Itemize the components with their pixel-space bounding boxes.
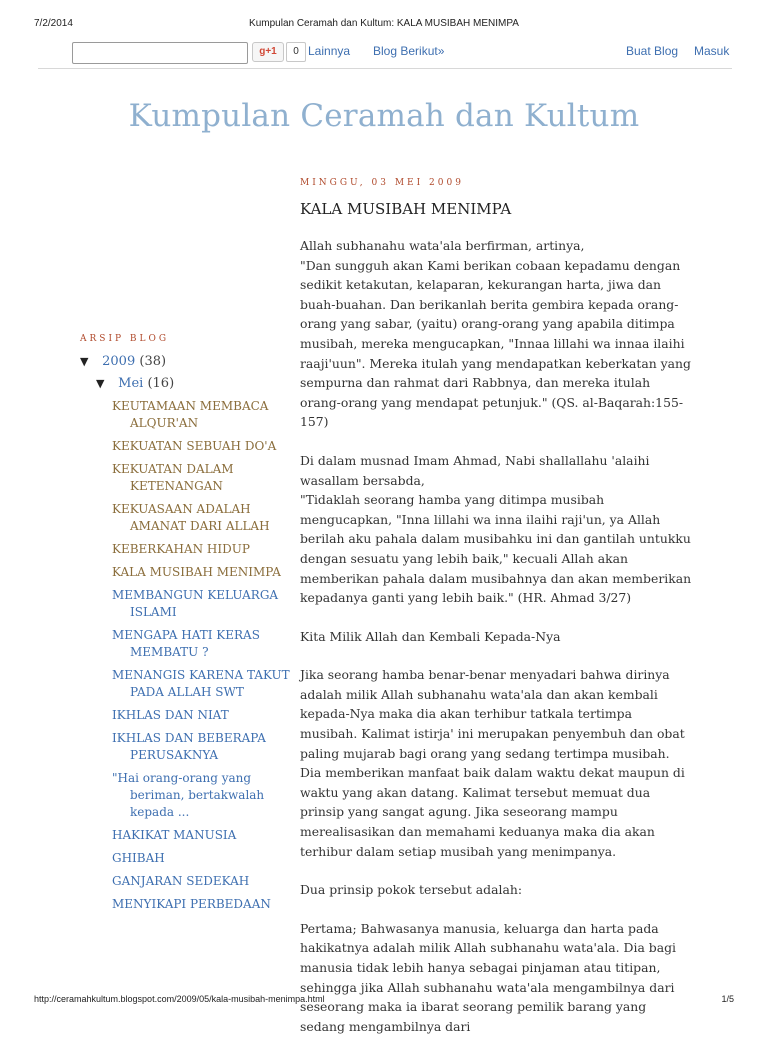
archive-post-link[interactable]: MENANGIS KARENA TAKUT PADA ALLAH SWT bbox=[112, 668, 290, 699]
archive-post-link-current[interactable]: KALA MUSIBAH MENIMPA bbox=[112, 565, 281, 579]
print-page-number: 1/5 bbox=[721, 994, 734, 1004]
print-date: 7/2/2014 bbox=[34, 18, 73, 29]
google-plus-one-button[interactable]: g+1 bbox=[252, 42, 284, 62]
archive-post-link[interactable]: "Hai orang-orang yang beriman, bertakwalah kepada ... bbox=[112, 771, 265, 819]
archive-post-link[interactable]: IKHLAS DAN BEBERAPA PERUSAKNYA bbox=[112, 731, 266, 762]
next-blog-link[interactable]: Blog Berikut» bbox=[373, 44, 445, 58]
year-toggle-icon[interactable]: ▼ bbox=[80, 355, 89, 368]
archive-month-count: (16) bbox=[147, 376, 175, 391]
print-url: http://ceramahkultum.blogspot.com/2009/05/kala-musibah-menimpa.html bbox=[34, 994, 325, 1004]
archive-post-link[interactable]: GHIBAH bbox=[112, 851, 165, 865]
archive-year-row bbox=[80, 354, 280, 376]
print-header bbox=[0, 18, 768, 32]
print-page-title: Kumpulan Ceramah dan Kultum: KALA MUSIBAH MENIMPA bbox=[249, 18, 519, 29]
google-plus-one-count: 0 bbox=[286, 42, 306, 62]
archive-post-link[interactable]: IKHLAS DAN NIAT bbox=[112, 708, 229, 722]
post-title[interactable]: KALA MUSIBAH MENIMPA bbox=[300, 200, 512, 218]
post-paragraph: Kita Milik Allah dan Kembali Kepada-Nya bbox=[300, 628, 561, 644]
archive-post-link[interactable]: MEMBANGUN KELUARGA ISLAMI bbox=[112, 588, 279, 619]
post-paragraph: Allah subhanahu wata'ala berfirman, artinya, "Dan sungguh akan Kami berikan cobaan kepadamu dengan sedikit ketakutan, kelaparan, kekurangan harta, jiwa dan buah-buahan. Dan berikanlah berita gembira kepada orang-orang yang sabar, (yaitu) orang-orang yang apabila ditimpa musibah, mereka mengucapkan, "Innaa lillahi wa innaa ilaihi raaji'uun". Mereka itulah yang mendapatkan keberkatan yang sempurna dan rahmat dari Rabbnya, dan mereka itulah orang-orang yang mendapat petunjuk." (QS. al-Baqarah:155-157) bbox=[300, 238, 691, 430]
create-blog-link[interactable]: Buat Blog bbox=[626, 44, 679, 58]
post-column bbox=[300, 178, 692, 1055]
archive-year-count: (38) bbox=[139, 354, 167, 369]
archive-post-link[interactable]: KEKUASAAN ADALAH AMANAT DARI ALLAH bbox=[112, 502, 270, 533]
archive-post-link[interactable]: MENGAPA HATI KERAS MEMBATU ? bbox=[112, 628, 260, 659]
blogger-navbar bbox=[38, 38, 732, 69]
more-link[interactable]: Lainnya bbox=[308, 44, 351, 58]
archive-post-link[interactable]: KEUTAMAAN MEMBACA ALQUR'AN bbox=[112, 399, 269, 430]
blog-archive-sidebar bbox=[80, 334, 290, 919]
post-body bbox=[300, 236, 692, 1036]
post-paragraph: Pertama; Bahwasanya manusia, keluarga dan harta pada hakikatnya adalah milik Allah subhanahu wata'ala. Dia bagi manusia tidak lebih hanya sebagai pinjaman atau titipan, sehingga jika Allah subhanahu wata'ala mengambilnya dari seseorang maka ia ibarat seorang pemilik barang yang sedang mengambilnya dari bbox=[300, 920, 676, 1034]
post-paragraph: Di dalam musnad Imam Ahmad, Nabi shallallahu 'alaihi wasallam bersabda, "Tidaklah seorang hamba yang ditimpa musibah mengucapkan, "Inna lillahi wa inna ilaihi raji'un, ya Allah berilah aku pahala dalam musibahku ini dan gantilah untukku dengan sesuatu yang lebih baik," kecuali Allah akan memberikan pahala dalam musibahnya dan akan memberikan kepadanya ganti yang lebih baik." (HR. Ahmad 3/27) bbox=[300, 452, 692, 606]
archive-post-link[interactable]: MENYIKAPI PERBEDAAN bbox=[112, 897, 271, 911]
search-input[interactable] bbox=[72, 42, 248, 64]
month-toggle-icon[interactable]: ▼ bbox=[96, 377, 105, 390]
archive-post-link[interactable]: GANJARAN SEDEKAH bbox=[112, 874, 250, 888]
archive-post-link[interactable]: HAKIKAT MANUSIA bbox=[112, 828, 237, 842]
archive-year-link[interactable]: 2009 bbox=[102, 354, 136, 369]
archive-title: ARSIP BLOG bbox=[80, 334, 170, 344]
archive-month-row bbox=[96, 376, 280, 398]
sign-in-link[interactable]: Masuk bbox=[694, 44, 730, 58]
archive-month-link[interactable]: Mei bbox=[118, 376, 144, 391]
archive-post-link[interactable]: KEKUATAN SEBUAH DO'A bbox=[112, 439, 277, 453]
archive-post-list bbox=[80, 398, 290, 913]
archive-post-link[interactable]: KEKUATAN DALAM KETENANGAN bbox=[112, 462, 234, 493]
blog-title[interactable]: Kumpulan Ceramah dan Kultum bbox=[128, 98, 640, 134]
post-date-header: MINGGU, 03 MEI 2009 bbox=[300, 178, 464, 188]
post-paragraph: Dua prinsip pokok tersebut adalah: bbox=[300, 882, 523, 898]
archive-post-link[interactable]: KEBERKAHAN HIDUP bbox=[112, 542, 250, 556]
post-paragraph: Jika seorang hamba benar-benar menyadari bahwa dirinya adalah milik Allah subhanahu wata'ala dan akan kembali kepada-Nya maka dia akan terhibur tatkala tertimpa musibah. Kalimat istirja' ini merupakan penyembuh dan obat paling mujarab bagi orang yang sedang tertimpa musibah. Dia memberikan manfaat baik dalam waktu dekat maupun di waktu yang akan datang. Kalimat tersebut memuat dua prinsip yang sangat agung. Jika seseorang mampu merealisasikan dan memahami keduanya maka dia akan terhibur dalam setiap musibah yang menimpanya. bbox=[300, 667, 685, 859]
